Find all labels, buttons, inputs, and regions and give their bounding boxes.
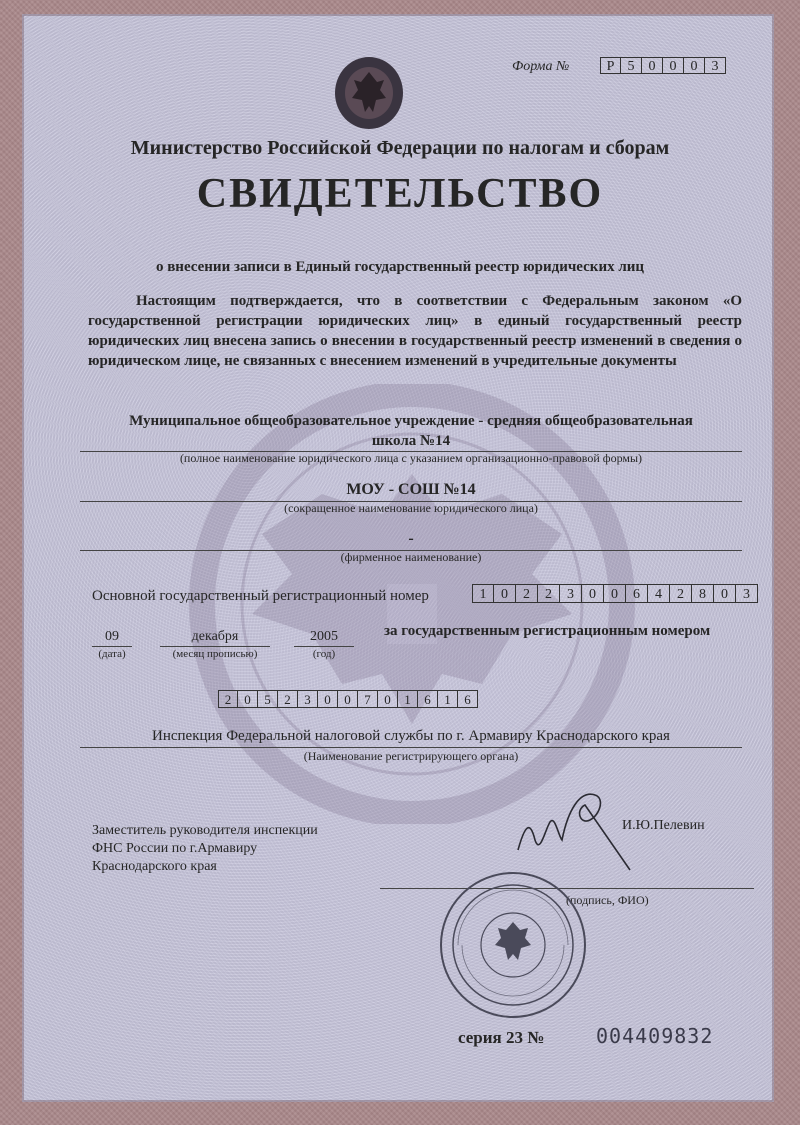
- reg-year-underline: [294, 646, 354, 647]
- ogrn-digit: 3: [736, 584, 758, 603]
- ministry-name: Министерство Российской Федерации по налогам и сборам: [130, 137, 670, 159]
- official-seal-icon: [438, 870, 588, 1020]
- reg-year-caption: (год): [312, 648, 336, 660]
- ogrn-digit: 2: [516, 584, 538, 603]
- ogrn-cells: [472, 584, 758, 603]
- form-code-cell: 3: [705, 57, 726, 74]
- authority-underline: [80, 747, 742, 748]
- ogrn-digit: 4: [648, 584, 670, 603]
- ogrn-digit: 6: [626, 584, 648, 603]
- grn-digit: 7: [358, 690, 378, 708]
- grn-digit: 1: [398, 690, 418, 708]
- short-name-caption: (сокращенное наименование юридического лица): [284, 501, 538, 515]
- reg-month-underline: [160, 646, 270, 647]
- grn-digit: 0: [378, 690, 398, 708]
- entity-short-name: МОУ - СОШ №14: [346, 481, 476, 498]
- ogrn-digit: 2: [670, 584, 692, 603]
- entity-full-name-line1: Муниципальное общеобразовательное учреждение - средняя общеобразовательная: [129, 413, 693, 429]
- grn-digit: 0: [318, 690, 338, 708]
- entity-firm-name: -: [408, 530, 414, 547]
- grn-digit: 2: [278, 690, 298, 708]
- reg-month: декабря: [191, 629, 239, 644]
- grn-digit: 6: [418, 690, 438, 708]
- grn-digit: 2: [218, 690, 238, 708]
- form-code-cell: 0: [663, 57, 684, 74]
- reg-day-underline: [92, 646, 132, 647]
- firm-name-caption: (фирменное наименование): [340, 550, 482, 564]
- reg-day-caption: (дата): [98, 648, 126, 660]
- ogrn-digit: 0: [494, 584, 516, 603]
- grn-digit: 0: [238, 690, 258, 708]
- confirmation-text: Настоящим подтверждается, что в соответствии с Федеральным законом «О государственной регистрации юридических лиц» в единый государственный реестр юридических лиц внесена запись о внесении в государственный реестр изменений в сведения о юридическом лице, не связанных с внесением изменений в учредительные документы: [88, 293, 742, 369]
- form-code-cells: [600, 57, 726, 74]
- form-code-cell: Р: [600, 57, 621, 74]
- grn-digit: 0: [338, 690, 358, 708]
- grn-digit: 5: [258, 690, 278, 708]
- document-subtitle: о внесении записи в Единый государственный реестр юридических лиц: [155, 259, 645, 275]
- entity-full-name: [80, 411, 742, 451]
- document-title: СВИДЕТЕЛЬСТВО: [196, 171, 604, 217]
- registered-by-label: за государственным регистрационным номером: [384, 623, 711, 639]
- entity-full-name-line2: школа №14: [371, 433, 451, 449]
- grn-digit: 1: [438, 690, 458, 708]
- grn-digit: 3: [298, 690, 318, 708]
- ogrn-digit: 0: [604, 584, 626, 603]
- reg-month-caption: (месяц прописью): [172, 648, 258, 660]
- form-label: Форма №: [512, 59, 570, 74]
- handwritten-signature-icon: [500, 780, 650, 880]
- authority-caption: (Наименование регистрирующего органа): [303, 749, 519, 763]
- registering-authority: Инспекция Федеральной налоговой службы по г. Армавиру Краснодарского края: [152, 728, 670, 744]
- ogrn-digit: 1: [472, 584, 494, 603]
- series-label: серия 23 №: [458, 1028, 545, 1047]
- grn-digit: 6: [458, 690, 478, 708]
- signature-caption: (подпись, ФИО): [566, 893, 649, 907]
- form-code-cell: 0: [642, 57, 663, 74]
- emblem-icon: [332, 54, 406, 132]
- grn-cells: [218, 690, 478, 708]
- ogrn-label: Основной государственный регистрационный номер: [92, 588, 429, 604]
- ogrn-digit: 8: [692, 584, 714, 603]
- signer-position: Заместитель руководителя инспекции ФНС России по г.Армавиру Краснодарского края: [92, 823, 318, 874]
- reg-year: 2005: [310, 629, 338, 644]
- full-name-caption: (полное наименование юридического лица с указанием организационно-правовой формы): [179, 451, 643, 465]
- serial-number: 004409832: [596, 1024, 714, 1048]
- reg-day: 09: [105, 629, 119, 644]
- ogrn-digit: 3: [560, 584, 582, 603]
- signer-name: И.Ю.Пелевин: [622, 818, 705, 833]
- form-code-cell: 0: [684, 57, 705, 74]
- form-code-cell: 5: [621, 57, 642, 74]
- ogrn-digit: 0: [582, 584, 604, 603]
- ogrn-digit: 0: [714, 584, 736, 603]
- ogrn-digit: 2: [538, 584, 560, 603]
